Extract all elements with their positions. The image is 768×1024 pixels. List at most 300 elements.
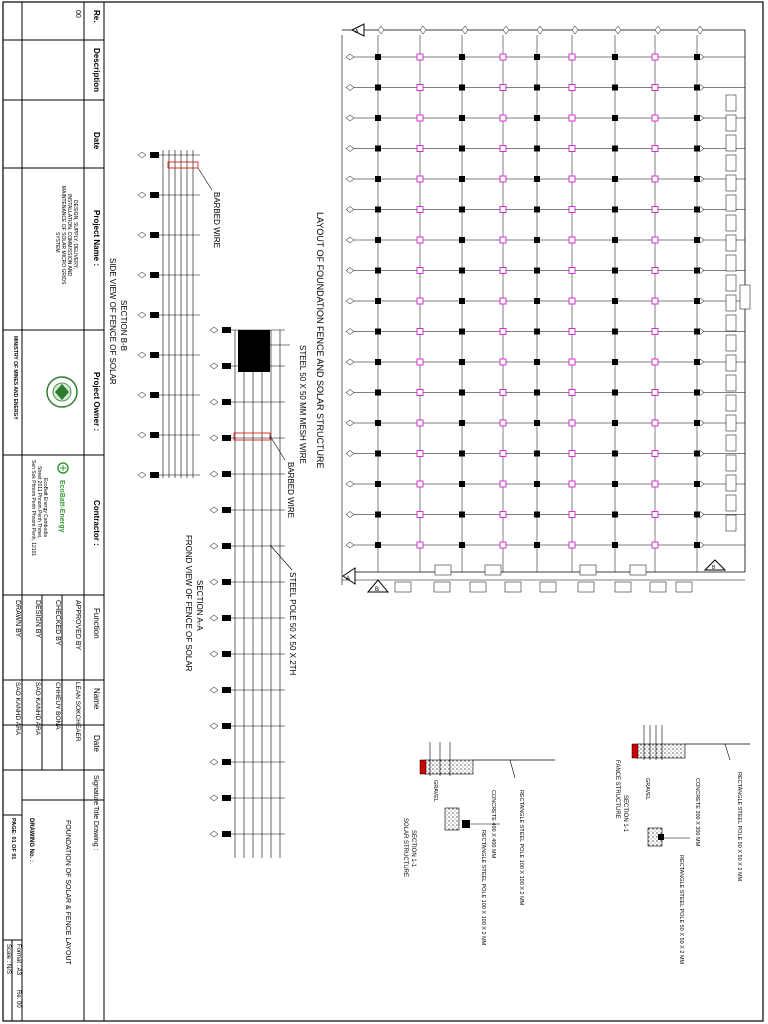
fence-node-icon [210, 687, 218, 693]
section-marker-a-top-icon [352, 24, 364, 36]
dimension-box [726, 95, 736, 111]
fence-post-icon [459, 237, 465, 243]
fence-post-icon [612, 115, 618, 121]
solar-post-icon [652, 329, 658, 335]
solar-post-icon [417, 512, 423, 518]
fence-post-icon [612, 359, 618, 365]
solar-post-icon [500, 54, 506, 60]
dimension-box [726, 195, 736, 211]
fence-foundation-caption-2: FANCE STRUCTURE [614, 760, 620, 819]
fence-post-icon [694, 237, 700, 243]
fence-post-icon [375, 54, 381, 60]
fence-node-icon [346, 481, 354, 487]
outer-border [3, 2, 763, 1021]
dimension-box [726, 315, 736, 331]
solar-post-icon [569, 542, 575, 548]
fence-pole-base-icon [222, 543, 231, 549]
fence-post-icon [459, 268, 465, 274]
solar-post-icon [500, 390, 506, 396]
fence-foundation-label-1: RECTANGLE STEEL POLE 50 X 50 X 2 MM [736, 772, 742, 882]
fence-post-icon [534, 451, 540, 457]
project-name-header: Project Name : [92, 210, 101, 267]
staff-name-3: SAO KANHD ARA [34, 682, 41, 736]
fence-post-icon [375, 481, 381, 487]
fence-node-icon [138, 392, 146, 398]
fence-pole-base-icon [222, 435, 231, 441]
dimension-box [726, 515, 736, 531]
fence-post-icon [694, 329, 700, 335]
fence-pole-base-icon [150, 152, 159, 158]
staff-function-3: DESIGN BY [34, 600, 41, 639]
barbed-wire-marker [234, 433, 270, 440]
fence-node-icon [697, 26, 703, 34]
svg-text:A: A [355, 29, 359, 35]
solar-post-icon [500, 329, 506, 335]
fence-post-icon [694, 512, 700, 518]
solar-post-icon [569, 298, 575, 304]
fence-post-icon [612, 146, 618, 152]
fence-post-icon [375, 451, 381, 457]
date-header: Date [92, 132, 101, 150]
side-label-barbed: BARBED WIRE [212, 192, 221, 249]
dimension-box [540, 582, 556, 592]
fence-post-icon [459, 359, 465, 365]
dimension-labels-bottom [395, 565, 692, 592]
contractor-line-1: EcoBatt Energy Cambodia [42, 478, 48, 537]
dimension-box [726, 135, 736, 151]
fence-post-icon [612, 420, 618, 426]
dimension-box [726, 355, 736, 371]
solar-post-icon [569, 451, 575, 457]
solar-post-icon [652, 54, 658, 60]
fence-side-view [108, 150, 221, 478]
solar-post-icon [417, 329, 423, 335]
fence-node-icon [138, 272, 146, 278]
fence-post-icon [534, 390, 540, 396]
solar-post-icon [417, 390, 423, 396]
fence-node-icon [138, 472, 146, 478]
solar-post-icon [652, 512, 658, 518]
staff-name-1: LEAN SOKCHEAER [74, 682, 81, 742]
solar-post-icon [652, 176, 658, 182]
solar-post-icon [652, 390, 658, 396]
solar-post-icon [652, 207, 658, 213]
fence-post-icon [612, 451, 618, 457]
solar-foundation-label-4: RECTANGLE STEEL POLE 100 X 100 X 2 MM [480, 830, 486, 946]
fence-pole-base-icon [150, 192, 159, 198]
staff-function-4: DRAWN BY [14, 600, 21, 638]
section-marker-b-right-icon [705, 560, 725, 571]
solar-post-icon [652, 451, 658, 457]
dimension-box [580, 565, 596, 575]
front-label-barbed: BARBED WIRE [286, 462, 295, 519]
fence-pole-base-icon [222, 363, 231, 369]
fence-post-icon [375, 359, 381, 365]
fence-pole-base-icon [222, 687, 231, 693]
fence-post-icon [612, 207, 618, 213]
owner-name: MINISTRY OF MINES AND ENERGY [12, 336, 18, 420]
fence-node-icon [346, 54, 354, 60]
fence-pole-base-icon [150, 432, 159, 438]
fence-post-icon [534, 542, 540, 548]
fence-node-icon [655, 26, 661, 34]
fence-post-icon [459, 542, 465, 548]
fence-foundation-detail [614, 725, 750, 965]
solar-post-icon [417, 298, 423, 304]
fence-post-icon [694, 420, 700, 426]
fence-post-icon [694, 298, 700, 304]
fence-post-icon [375, 390, 381, 396]
solar-post-icon [652, 298, 658, 304]
fence-pole-base-icon [150, 392, 159, 398]
fence-post-icon [612, 176, 618, 182]
fence-node-icon [210, 831, 218, 837]
fence-node-icon [138, 192, 146, 198]
fence-node-icon [210, 327, 218, 333]
staff-name-2: CHHEUY BONA [54, 682, 61, 730]
fence-post-icon [534, 146, 540, 152]
svg-text:B: B [712, 565, 716, 571]
rev-value: 00 [74, 10, 81, 18]
fence-node-icon [138, 352, 146, 358]
fence-post-icon [534, 359, 540, 365]
fence-node-icon [210, 543, 218, 549]
format-label: Format : A3 [15, 944, 21, 976]
solar-post-icon [569, 268, 575, 274]
dimension-box [726, 415, 736, 431]
drawing-no-label: DRAWING No. : [28, 818, 34, 862]
fence-post-icon [612, 268, 618, 274]
solar-post-icon [500, 237, 506, 243]
title-drawing: FOUNDATION OF SOLAR & FENCE LAYOUT [64, 820, 71, 965]
solar-post-icon [500, 512, 506, 518]
fence-node-icon [138, 232, 146, 238]
fence-node-icon [346, 298, 354, 304]
fence-post-icon [459, 115, 465, 121]
solar-post-icon [652, 85, 658, 91]
solar-post-icon [500, 85, 506, 91]
solar-post-icon [569, 359, 575, 365]
fence-post-icon [459, 481, 465, 487]
fence-post-icon [534, 329, 540, 335]
fence-post-icon [375, 176, 381, 182]
fence-node-icon [346, 268, 354, 274]
dimension-box [615, 582, 631, 592]
solar-post-icon [417, 115, 423, 121]
fence-node-icon [210, 507, 218, 513]
contractor-header: Contractor : [92, 500, 101, 546]
fence-post-icon [612, 54, 618, 60]
solar-post-icon [652, 268, 658, 274]
fence-post-icon [694, 542, 700, 548]
front-caption-1: SECTION A-A [195, 580, 204, 631]
title-drawing-header: Title Drawing : [92, 806, 99, 851]
fence-node-icon [346, 512, 354, 518]
solar-post-icon [569, 390, 575, 396]
solar-post-icon [652, 146, 658, 152]
solar-post-icon [500, 207, 506, 213]
solar-post-icon [500, 298, 506, 304]
solar-foundation-caption-1: SECTION 1-1 [410, 830, 416, 868]
solar-post-icon [500, 542, 506, 548]
solar-post-icon [417, 146, 423, 152]
project-name-line-1: DESIGN, SUPPLY, DELIVERY, [72, 200, 78, 269]
fence-post-icon [694, 85, 700, 91]
contractor-line-3: Sen Sok Phnom Penh Phnom Penh, 12101 [30, 460, 36, 557]
solar-post-icon [417, 54, 423, 60]
fence-post-icon [375, 146, 381, 152]
side-caption-2: SIDE VIEW OF FENCE OF SOLAR [108, 258, 117, 385]
scale-label: Scale : N/S [5, 944, 11, 975]
dimension-box [726, 435, 736, 451]
layout-plan [315, 24, 750, 593]
solar-foundation-caption-2: SOLAR STRUCTURE [402, 818, 408, 878]
solar-post-icon [417, 359, 423, 365]
marker-b-text: B [375, 587, 380, 593]
solar-post-icon [652, 115, 658, 121]
fence-pole-base-icon [222, 399, 231, 405]
section-marker-b-icon [368, 580, 388, 593]
mesh-wire-block [238, 330, 270, 372]
dimension-box [726, 295, 736, 311]
dimension-box [726, 395, 736, 411]
fence-post-icon [375, 298, 381, 304]
solar-post-icon [417, 542, 423, 548]
solar-post-icon [417, 451, 423, 457]
staff-name-4: SAO KANHD ARA [14, 682, 21, 736]
fence-node-icon [346, 451, 354, 457]
dimension-box [726, 255, 736, 271]
front-caption-2: FROND VIEW OF FENCE OF SOLAR [184, 535, 193, 672]
fence-post-icon [459, 54, 465, 60]
fence-pole-base-icon [150, 232, 159, 238]
solar-foundation-label-1: RECTANGLE STEEL POLE 100 X 100 X 2 MM [518, 790, 524, 906]
fence-post-icon [694, 451, 700, 457]
fence-node-icon [346, 390, 354, 396]
fence-node-icon [210, 399, 218, 405]
fence-pole-base-icon [222, 795, 231, 801]
fence-node-icon [210, 435, 218, 441]
fence-post-icon [459, 420, 465, 426]
fence-post-icon [612, 85, 618, 91]
solar-post-icon [569, 85, 575, 91]
solar-post-icon [569, 54, 575, 60]
fence-post-icon [534, 268, 540, 274]
fence-post-icon [534, 512, 540, 518]
solar-post-icon [569, 237, 575, 243]
fence-node-icon [346, 115, 354, 121]
fence-node-icon [462, 26, 468, 34]
fence-node-icon [210, 363, 218, 369]
fence-node-icon [346, 207, 354, 213]
fence-node-icon [346, 85, 354, 91]
fence-post-icon [534, 237, 540, 243]
fence-node-icon [138, 432, 146, 438]
fence-post-icon [694, 207, 700, 213]
dimension-box [726, 495, 736, 511]
solar-post-icon [569, 481, 575, 487]
dimension-box [726, 175, 736, 191]
fence-post-icon [459, 298, 465, 304]
fence-node-icon [346, 146, 354, 152]
title-block [3, 2, 104, 1021]
solar-post-icon [569, 512, 575, 518]
fence-node-icon [346, 329, 354, 335]
fence-post-icon [612, 237, 618, 243]
signature-header: Signature [92, 775, 99, 805]
fence-node-icon [210, 651, 218, 657]
solar-post-icon [652, 359, 658, 365]
page-label: PAGE: 01 OF 01 [10, 818, 16, 860]
solar-post-icon [500, 359, 506, 365]
fence-node-icon [346, 359, 354, 365]
fence-post-icon [694, 268, 700, 274]
fence-post-icon [694, 115, 700, 121]
dimension-box [726, 475, 736, 491]
solar-post-icon [569, 146, 575, 152]
fence-node-icon [420, 26, 426, 34]
side-barbed-marker [168, 162, 198, 168]
fence-node-icon [346, 420, 354, 426]
fence-post-icon [694, 390, 700, 396]
contractor-line-2: Street 2011 Phnom Penh Thmei, [36, 466, 42, 539]
fence-node-icon [378, 26, 384, 34]
rev-header: Re. [92, 10, 101, 23]
solar-post-icon [500, 146, 506, 152]
fence-post-icon [534, 85, 540, 91]
fence-pole-base-icon [222, 615, 231, 621]
fence-post-icon [375, 542, 381, 548]
fence-post-icon [694, 359, 700, 365]
solar-post-icon [500, 268, 506, 274]
contractor-logo-text: EcoBatt-Energy [58, 480, 65, 533]
fence-foundation-caption-1: SECTION 1-1 [622, 795, 628, 833]
fence-post-icon [534, 207, 540, 213]
dimension-box [726, 155, 736, 171]
fence-post-icon [459, 146, 465, 152]
fence-post-icon [375, 329, 381, 335]
fence-post-icon [612, 542, 618, 548]
fence-pole-base-icon [150, 272, 159, 278]
solar-post-icon [569, 176, 575, 182]
solar-post-icon [569, 420, 575, 426]
project-name-line-4: SYSTEM [54, 232, 60, 253]
solar-post-icon [417, 237, 423, 243]
re-label: Re. 00 [15, 990, 21, 1008]
fence-post-icon [375, 85, 381, 91]
solar-post-icon [569, 207, 575, 213]
front-label-pole: STEEL POLE 50 X 50 X 2TH [288, 572, 297, 676]
fence-post-icon [612, 481, 618, 487]
fence-post-icon [612, 329, 618, 335]
fence-foundation-label-2: CONCRETE 300 X 300 MM [694, 778, 700, 847]
fence-pole-base-icon [150, 312, 159, 318]
project-name-line-3: MAINTENANCE OF SOLAR MICRO GRIDS [60, 186, 66, 285]
fence-post-icon [612, 390, 618, 396]
fence-pole-base-icon [150, 352, 159, 358]
fence-node-icon [210, 615, 218, 621]
fence-node-icon [346, 542, 354, 548]
fence-pole-base-icon [222, 471, 231, 477]
fence-node-icon [210, 759, 218, 765]
fence-pole-base-icon [222, 579, 231, 585]
date-header-2: Date [92, 735, 101, 752]
project-owner-header: Project Owner : [92, 372, 101, 432]
fence-post-icon [694, 146, 700, 152]
fence-post-icon [694, 54, 700, 60]
solar-post-icon [417, 207, 423, 213]
solar-post-icon [652, 542, 658, 548]
solar-post-icon [500, 451, 506, 457]
dimension-box [726, 235, 736, 251]
fence-node-icon [346, 237, 354, 243]
fence-pole-base-icon [222, 651, 231, 657]
solar-post-icon [652, 237, 658, 243]
fence-post-icon [459, 207, 465, 213]
dimension-box [434, 582, 450, 592]
fence-node-icon [210, 579, 218, 585]
fence-post-icon [459, 512, 465, 518]
side-caption-1: SECTION B-B [119, 300, 128, 352]
fence-node-icon [138, 152, 146, 158]
function-header: Function [92, 608, 101, 639]
fence-post-icon [459, 390, 465, 396]
solar-post-icon [500, 176, 506, 182]
solar-post-icon [652, 481, 658, 487]
fence-post-icon [694, 176, 700, 182]
fence-node-icon [138, 312, 146, 318]
fence-post-icon [534, 420, 540, 426]
fence-post-icon [534, 54, 540, 60]
fence-post-icon [459, 85, 465, 91]
solar-post-icon [417, 268, 423, 274]
dimension-box [726, 455, 736, 471]
solar-post-icon [417, 176, 423, 182]
solar-post-icon [500, 115, 506, 121]
fence-post-icon [459, 329, 465, 335]
solar-post-icon [417, 85, 423, 91]
solar-post-icon [417, 420, 423, 426]
marker-a-text: A [346, 576, 351, 582]
solar-post-icon [569, 329, 575, 335]
fence-node-icon [210, 723, 218, 729]
fence-node-icon [503, 26, 509, 34]
dimension-box [726, 115, 736, 131]
dimension-box [726, 275, 736, 291]
ecobatt-logo-icon [58, 463, 68, 473]
fence-pole-base-icon [150, 472, 159, 478]
description-header: Description [92, 48, 101, 93]
fence-post-icon [375, 512, 381, 518]
inner-border [104, 2, 763, 1021]
layout-title: LAYOUT OF FOUNDATION FENCE AND SOLAR STRUCTURE [315, 212, 325, 469]
fence-post-icon [459, 176, 465, 182]
fence-pole-base-icon [222, 507, 231, 513]
fence-front-view [184, 327, 307, 858]
project-name-line-2: INSTALLATION, COMMISSION AND [66, 194, 72, 277]
solar-foundation-label-3: GRAVEL [432, 780, 438, 802]
layout-grid [346, 26, 745, 572]
fence-post-icon [375, 207, 381, 213]
fence-node-icon [210, 471, 218, 477]
dimension-box [726, 375, 736, 391]
fence-post-icon [694, 481, 700, 487]
fence-post-icon [612, 512, 618, 518]
solar-foundation-label-2: CONCRETE 400 X 400 MM [490, 790, 496, 859]
solar-post-icon [652, 420, 658, 426]
fence-post-icon [534, 176, 540, 182]
solar-post-icon [500, 481, 506, 487]
